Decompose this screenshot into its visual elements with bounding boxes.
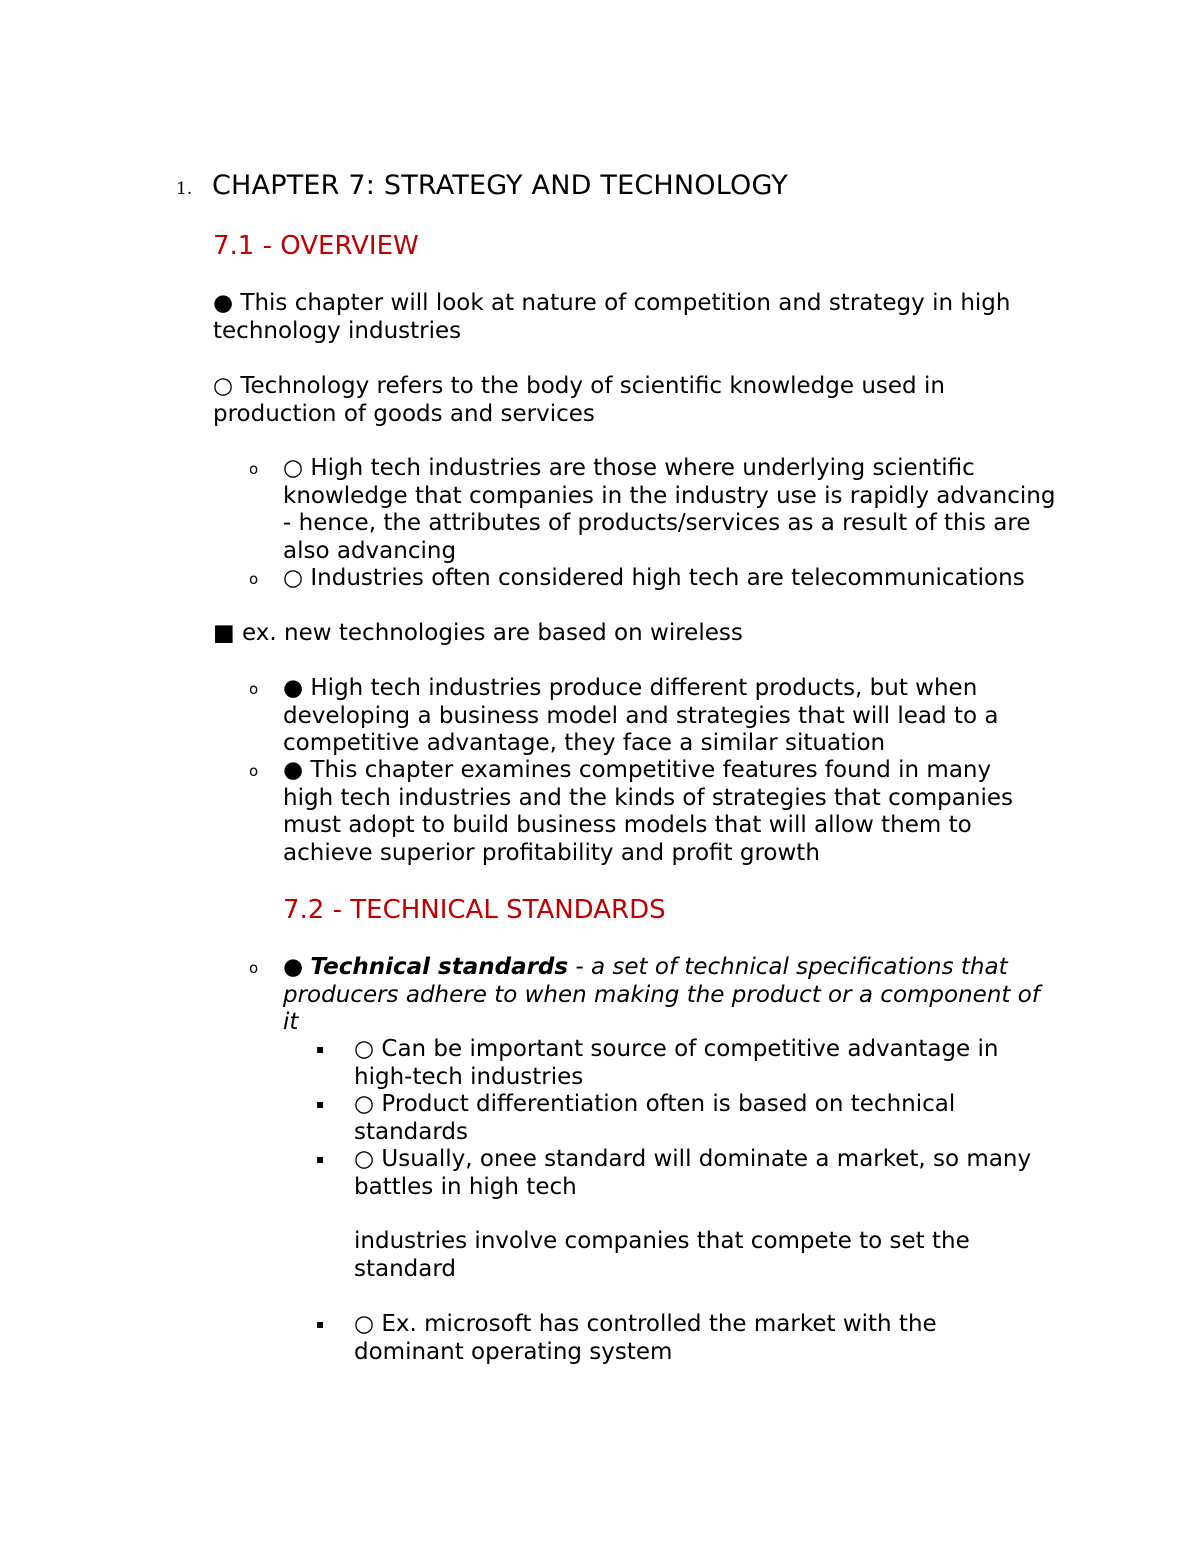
- sub-list-item-text: Product differentiation often is based on technical standards: [354, 1091, 956, 1145]
- paragraph-intro: [213, 290, 1043, 345]
- paragraph-example-wireless: [213, 620, 1073, 648]
- paragraph-technology-definition: [213, 373, 1013, 428]
- section-heading-technical-standards: 7.2 - TECHNICAL STANDARDS: [283, 895, 666, 925]
- filled-square-bullet-icon: ■: [213, 620, 235, 646]
- paragraph-text: ex. new technologies are based on wireless: [242, 620, 743, 646]
- square-marker-icon: ▪: [316, 1152, 325, 1166]
- list-item: [249, 675, 1043, 758]
- list-item-text: High tech industries are those where underlying scientific knowledge that companies in the industry use is rapidly advancing - hence, the attributes of products/services as a result of this are also advancing: [283, 455, 1056, 564]
- paragraph-text: Technology refers to the body of scientific knowledge used in production of goods and services: [213, 373, 945, 427]
- definition-text: - a set of technical specifications that producers adhere to when making the product or a component of it: [283, 954, 1040, 1035]
- hollow-circle-bullet-icon: ○: [354, 1091, 375, 1117]
- list-marker-o: o: [249, 460, 259, 478]
- chapter-heading: [176, 170, 1076, 202]
- sub-list-item: [316, 1091, 1014, 1146]
- hollow-circle-bullet-icon: ○: [213, 373, 234, 399]
- hollow-circle-bullet-icon: ○: [354, 1036, 375, 1062]
- definition-term: Technical standards: [310, 954, 569, 980]
- filled-circle-bullet-icon: ●: [283, 954, 304, 980]
- list-item: [249, 757, 1043, 867]
- sub-list-item-text: Ex. microsoft has controlled the market with the dominant operating system: [354, 1311, 937, 1365]
- sub-list-item: [316, 1311, 994, 1366]
- list-item-text: This chapter examines competitive features found in many high tech industries and the kinds of strategies that companies must adopt to build business models that will allow them to achieve superior profitability and profit growth: [283, 757, 1013, 866]
- list-item-text: High tech industries produce different products, but when developing a business model and strategies that will lead to a competitive advantage, they face a similar situation: [283, 675, 999, 756]
- filled-circle-bullet-icon: ●: [213, 290, 234, 316]
- definition-item: [249, 954, 1043, 1037]
- hollow-circle-bullet-icon: ○: [283, 455, 304, 481]
- chapter-number: 1.: [176, 179, 193, 199]
- sub-list-item: [316, 1036, 1044, 1091]
- section-heading-overview: 7.1 - OVERVIEW: [213, 231, 419, 261]
- sub-list-item-text: Can be important source of competitive advantage in high-tech industries: [354, 1036, 999, 1090]
- sub-list-item: [316, 1146, 1064, 1201]
- filled-circle-bullet-icon: ●: [283, 675, 304, 701]
- list-marker-o: o: [249, 570, 259, 588]
- hollow-circle-bullet-icon: ○: [283, 565, 304, 591]
- list-item: [249, 565, 1083, 593]
- continuation-paragraph: industries involve companies that compete to set the standard: [354, 1228, 970, 1282]
- list-marker-o: o: [249, 762, 259, 780]
- list-item: [249, 455, 1063, 565]
- paragraph-text: This chapter will look at nature of competition and strategy in high technology industries: [213, 290, 1011, 344]
- square-marker-icon: ▪: [316, 1097, 325, 1111]
- hollow-circle-bullet-icon: ○: [354, 1311, 375, 1337]
- hollow-circle-bullet-icon: ○: [354, 1146, 375, 1172]
- filled-circle-bullet-icon: ●: [283, 757, 304, 783]
- list-marker-o: o: [249, 680, 259, 698]
- sub-list-item-text: Usually, onee standard will dominate a market, so many battles in high tech: [354, 1146, 1032, 1200]
- square-marker-icon: ▪: [316, 1317, 325, 1331]
- chapter-title: CHAPTER 7: STRATEGY AND TECHNOLOGY: [212, 170, 788, 201]
- square-marker-icon: ▪: [316, 1042, 325, 1056]
- list-item-text: Industries often considered high tech are telecommunications: [310, 565, 1025, 591]
- list-marker-o: o: [249, 959, 259, 977]
